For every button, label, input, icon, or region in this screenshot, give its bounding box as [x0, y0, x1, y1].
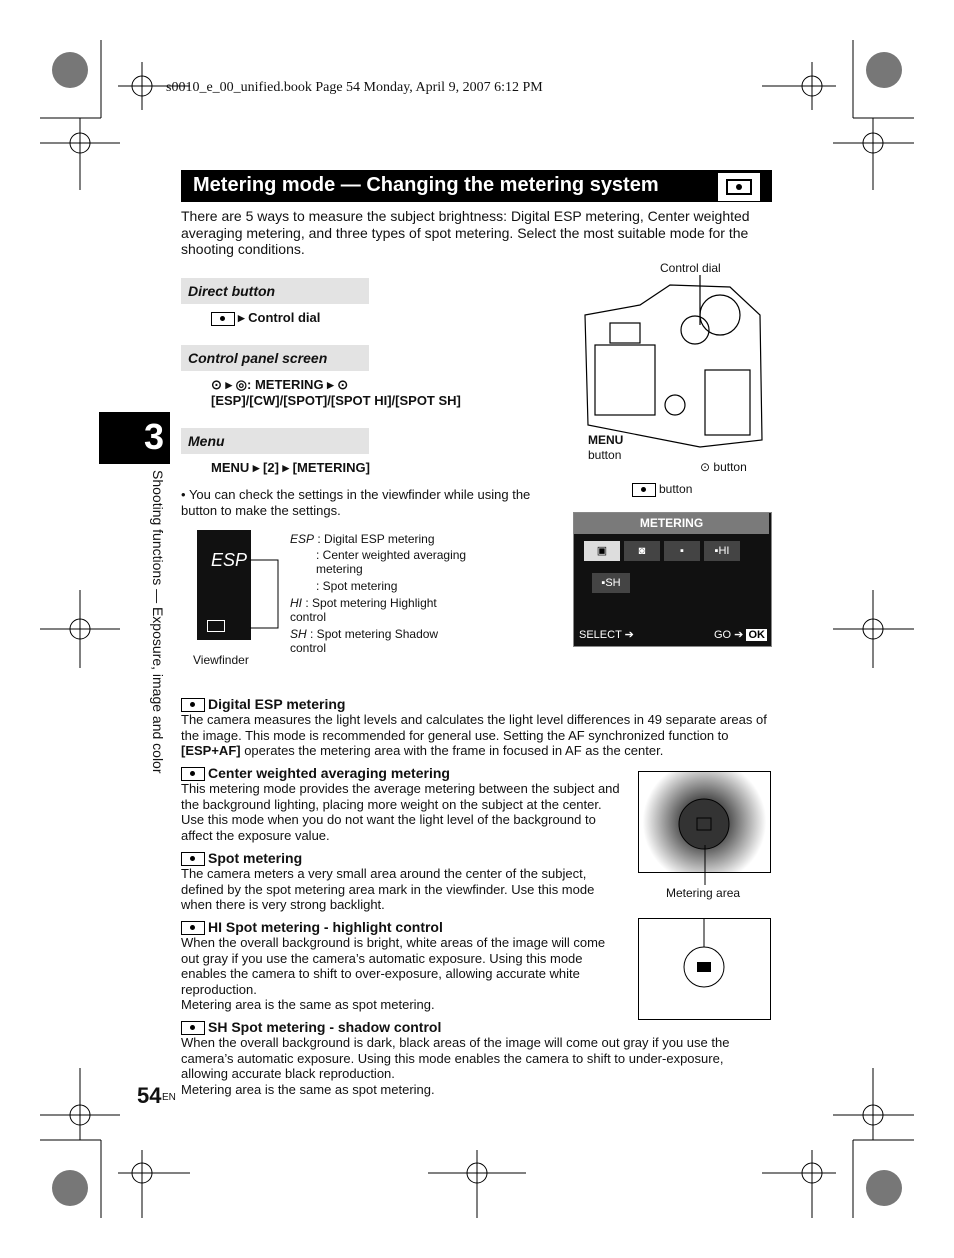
metering-area-label: Metering area: [666, 886, 741, 900]
page-title: Metering mode — Changing the metering system: [193, 174, 659, 196]
spot-sh-icon: [181, 1021, 205, 1035]
spot-circle-icon: [639, 919, 770, 1019]
page-number: 54: [137, 1083, 162, 1108]
spot-diagram: [638, 918, 771, 1020]
go-hint: GO ➔ OK: [714, 629, 765, 641]
viewfinder-display: [197, 530, 251, 640]
mode-hi-cell: ▪HI: [704, 541, 740, 561]
mode-esp-cell: ▣: [584, 541, 620, 561]
mode-spot-cell: ▪: [664, 541, 700, 561]
esp-metering-icon: [718, 173, 760, 201]
direct-button-heading: Direct button: [181, 278, 369, 304]
spot-hi-icon: [181, 921, 205, 935]
viewfinder-bullet: • You can check the settings in the viewfinder while using the button to make the settings.: [181, 487, 531, 518]
control-panel-heading: Control panel screen: [181, 345, 369, 371]
control-panel-line1: ⊙ ▸ ◎: METERING ▸ ⊙: [211, 377, 349, 392]
menu-instruction: MENU ▸ [2] ▸ [METERING]: [211, 460, 370, 475]
menu-button-label: MENU: [588, 433, 624, 447]
control-panel-line2: [ESP]/[CW]/[SPOT]/[SPOT HI]/[SPOT SH]: [211, 393, 461, 408]
legend-spot: : Spot metering: [316, 579, 398, 593]
spot-icon: [181, 852, 205, 866]
menu-button-sub: button: [588, 448, 622, 462]
legend-hi: HI : Spot metering Highlight control: [290, 596, 437, 624]
camera-illustration: [580, 275, 770, 455]
viewfinder-label: Viewfinder: [193, 653, 249, 667]
section-hi: HI Spot metering - highlight control When the overall background is bright, white areas of the image will come out gray if you use the camera’s automatic exposure. Using this mode enables the camera to shift to over-exposure, allowing accurate white reproduction. Metering area is the same as spot metering.: [181, 919, 606, 1013]
menu-heading: Menu: [181, 428, 369, 454]
section-spot: Spot metering The camera meters a very small area around the center of the subject, defined by the spot metering area mark in the viewfinder. Use this mode when there is very strong backlight.: [181, 850, 595, 913]
mode-sh-cell: ▪SH: [592, 573, 630, 593]
viewfinder-metering-icon: [207, 620, 225, 632]
select-hint: SELECT ➔: [579, 629, 634, 641]
legend-cw: : Center weighted averaging metering: [316, 548, 467, 576]
chapter-side-text: Shooting functions — Exposure, image and color: [150, 470, 166, 774]
legend-esp: ESP : Digital ESP metering: [290, 532, 435, 546]
intro-paragraph: There are 5 ways to measure the subject brightness: Digital ESP metering, Center weighted averaging metering, and three types of spot metering. Select the most suitable mode for the shooting conditions.: [181, 208, 750, 257]
cw-icon: [181, 767, 205, 781]
control-dial-label: Control dial: [660, 261, 721, 275]
metering-button-label: button: [632, 482, 692, 497]
page-title-bar: [181, 170, 772, 202]
section-esp: Digital ESP metering The camera measures the light levels and calculates the light level differences in 49 separate areas of the image. This mode is recommended for general use. Setting the AF synchronized function to [ESP+AF] operates the metering area with the frame in focused in AF as the center.: [181, 696, 767, 759]
metering-icon: [632, 483, 656, 497]
metering-screen-title: METERING: [574, 513, 769, 534]
esp-icon: [181, 698, 205, 712]
book-header: s0010_e_00_unified.book Page 54 Monday, April 9, 2007 6:12 PM: [166, 80, 543, 95]
language-code: EN: [162, 1092, 176, 1103]
ok-button-label: ⊙ button: [700, 460, 747, 474]
direct-button-instruction: ▸ Control dial: [211, 310, 320, 326]
metering-button-icon: [211, 312, 235, 326]
legend-sh: SH : Spot metering Shadow control: [290, 627, 439, 655]
viewfinder-esp-text: ESP: [211, 550, 248, 570]
metering-area-pointer: [700, 845, 710, 885]
metering-screen: [573, 512, 772, 647]
chapter-tab: 3: [99, 412, 170, 464]
mode-cw-cell: ◙: [624, 541, 660, 561]
section-sh: SH Spot metering - shadow control When the overall background is dark, black areas of the image will come out gray if you use the camera’s automatic exposure. Using this mode enables the camera to shift to under-exposure, allowing accurate black reproduction. Metering area is the same as spot metering.: [181, 1019, 730, 1097]
viewfinder-connector: [250, 540, 290, 640]
section-cw: Center weighted averaging metering This metering mode provides the average metering between the subject and the background lighting, placing more weight on the subject at the center. Use this mode when you do not want the light level of the background to affect the exposure value.: [181, 765, 620, 843]
